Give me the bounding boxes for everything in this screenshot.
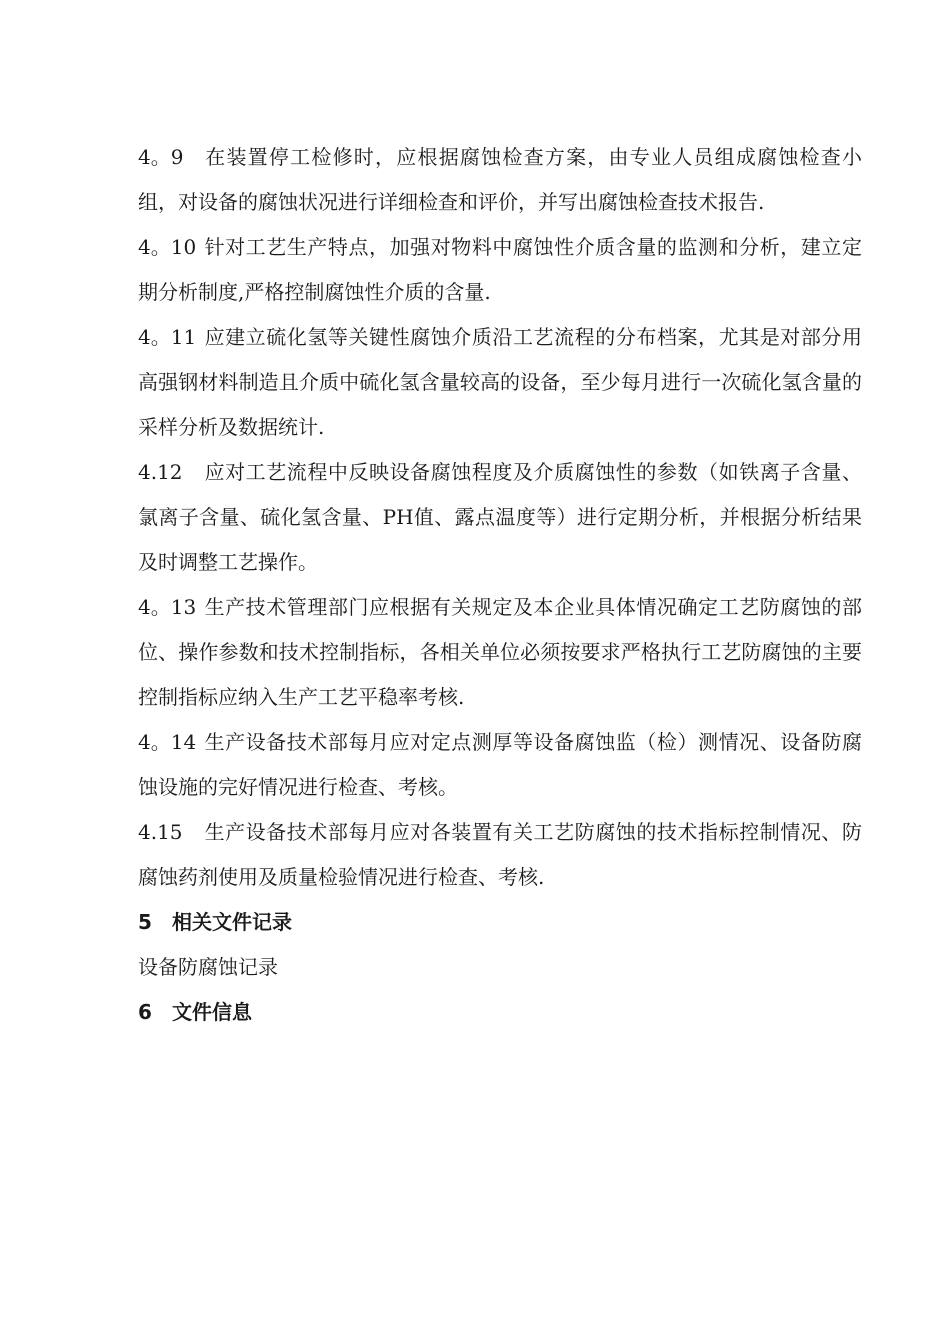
section-title: 相关文件记录	[172, 910, 292, 934]
document-page	[138, 135, 862, 1035]
clause-number: 4。11	[138, 325, 197, 349]
clause-number: 4.12	[138, 460, 183, 484]
clause-4-12	[138, 450, 862, 585]
section-heading-6	[138, 990, 862, 1035]
clause-text: 生产设备技术部每月应对各装置有关工艺防腐蚀的技术指标控制情况、防腐蚀药剂使用及质量检验情况进行检查、考核.	[138, 820, 862, 889]
clause-4-14	[138, 720, 862, 810]
section-heading-5	[138, 900, 862, 945]
clause-number: 4。14	[138, 730, 197, 754]
clause-number: 4。13	[138, 595, 197, 619]
clause-4-11	[138, 315, 862, 450]
clause-text: 生产技术管理部门应根据有关规定及本企业具体情况确定工艺防腐蚀的部位、操作参数和技术控制指标，各相关单位必须按要求严格执行工艺防腐蚀的主要控制指标应纳入生产工艺平稳率考核.	[138, 595, 862, 709]
clause-text: 针对工艺生产特点，加强对物料中腐蚀性介质含量的监测和分析，建立定期分析制度,严格控制腐蚀性介质的含量.	[138, 235, 862, 304]
clause-text: 应建立硫化氢等关键性腐蚀介质沿工艺流程的分布档案，尤其是对部分用高强钢材料制造且介质中硫化氢含量较高的设备，至少每月进行一次硫化氢含量的采样分析及数据统计.	[138, 325, 862, 439]
section-number: 6	[138, 1000, 152, 1024]
clause-text: 在装置停工检修时，应根据腐蚀检查方案，由专业人员组成腐蚀检查小组，对设备的腐蚀状况进行详细检查和评价，并写出腐蚀检查技术报告.	[138, 145, 862, 214]
clause-number: 4.15	[138, 820, 183, 844]
clause-4-9	[138, 135, 862, 225]
section-5-body: 设备防腐蚀记录	[138, 955, 278, 979]
clause-4-10	[138, 225, 862, 315]
clause-text: 应对工艺流程中反映设备腐蚀程度及介质腐蚀性的参数（如铁离子含量、氯离子含量、硫化氢含量、PH值、露点温度等）进行定期分析，并根据分析结果及时调整工艺操作。	[138, 460, 862, 574]
clause-text: 生产设备技术部每月应对定点测厚等设备腐蚀监（检）测情况、设备防腐蚀设施的完好情况进行检查、考核。	[138, 730, 862, 799]
clause-number: 4。9	[138, 145, 184, 169]
clause-4-13	[138, 585, 862, 720]
section-title: 文件信息	[172, 1000, 252, 1024]
section-number: 5	[138, 910, 152, 934]
clause-number: 4。10	[138, 235, 197, 259]
clause-4-15	[138, 810, 862, 900]
